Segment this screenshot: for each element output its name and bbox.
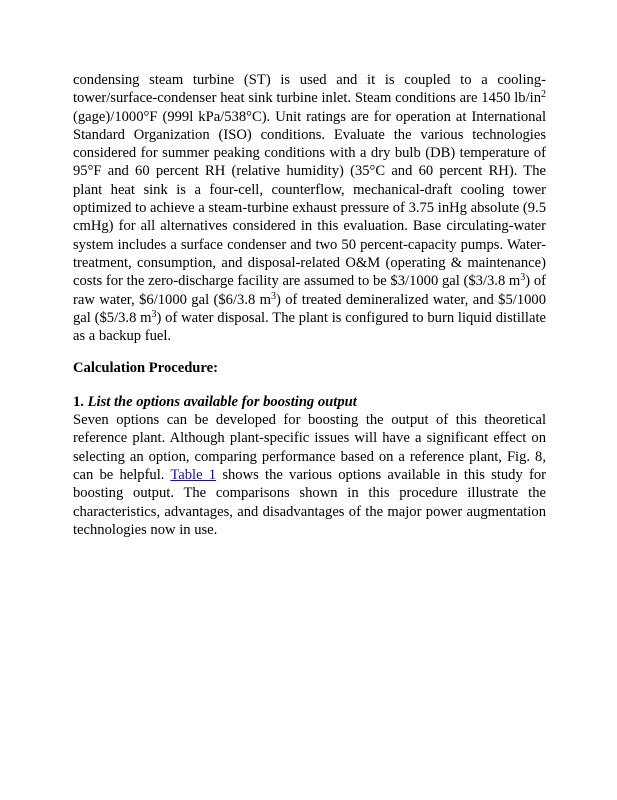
step-paragraph (73, 411, 546, 539)
superscript: 3 (520, 272, 526, 284)
superscript: 3 (151, 308, 157, 320)
step-title (73, 393, 546, 411)
text-run: ) of raw water, $6/1000 gal ($6/3.8 m (73, 273, 547, 308)
step-number: 1. (73, 393, 84, 410)
text-run: shows the various options available in this study for boosting output. The comparisons shown in this procedure illustrate the characteristics, advantages, and disadvantages of the major power augmentation technologies now in use. (73, 466, 547, 538)
text-run: ) of treated demineralized water, and $5/1000 gal ($5/3.8 m (73, 291, 547, 326)
document-page (73, 71, 546, 539)
superscript: 3 (271, 290, 276, 302)
text-run: (gage)/1000°F (999l kPa/538°C). Unit ratings are for operation at International Standard Organization (ISO) conditions. Evaluate the various technologies considered for summer peaking conditions with a dry bulb (DB) temperature of 95°F and 60 percent RH (relative humidity) (35°C and 60 percent RH). The plant heat sink is a four-cell, counterflow, mechanical-draft cooling tower optimized to achieve a steam-turbine exhaust pressure of 3.75 inHg absolute (9.5 cmHg) for all alternatives considered in this evaluation. Base circulating-water system includes a surface condenser and two 50 percent-capacity pumps. Water-treatment, consumption, and disposal-related O&M (operating & maintenance) costs for the zero-discharge facility are assumed to be $3/1000 gal ($3/3.8 m (73, 108, 546, 290)
table-1-link[interactable]: Table 1 (170, 466, 217, 483)
text-run: condensing steam turbine (ST) is used and it is coupled to a cooling-tower/surface-condenser heat sink turbine inlet. Steam conditions are 1450 lb/in (73, 72, 546, 107)
text-run: Seven options can be developed for boosting the output of this theoretical reference plant. Although plant-specific issues will have a significant effect on selecting an option, comparing performance based on a reference plant, Fig. 8, can be helpful. (73, 412, 546, 483)
text-run: ) of water disposal. The plant is configured to burn liquid distillate as a backup fuel. (73, 309, 546, 345)
section-heading: Calculation Procedure: (73, 360, 218, 377)
intro-paragraph (73, 71, 546, 345)
step-title-text: List the options available for boosting output (87, 393, 357, 410)
superscript: 2 (541, 89, 546, 101)
